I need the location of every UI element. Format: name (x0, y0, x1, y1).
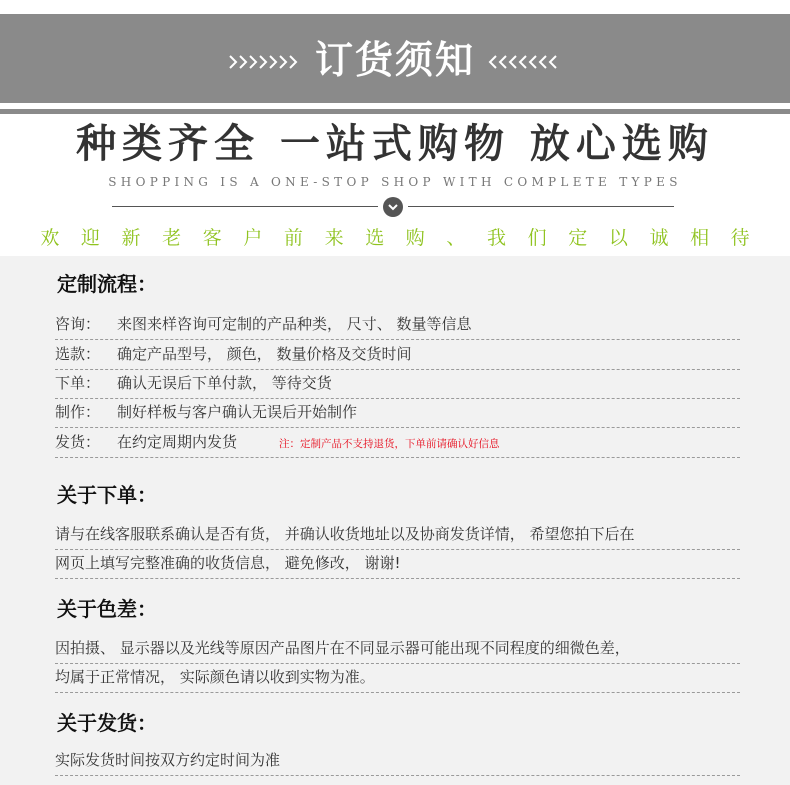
section-title-shipping: 关于发货： (57, 711, 157, 735)
welcome-char: 诚 (649, 227, 669, 249)
process-row-produce (55, 398, 740, 428)
welcome-char: 户 (243, 227, 263, 249)
welcome-char: 、 (446, 227, 466, 249)
welcome-char: 相 (690, 227, 710, 249)
return-policy-note: 注：定制产品不支持退货，下单前请确认好信息 (279, 438, 500, 450)
welcome-char: 老 (162, 227, 182, 249)
welcome-char: 来 (324, 227, 344, 249)
process-row-ship (55, 428, 740, 458)
divider-line-left (112, 206, 378, 207)
row-label: 下单： (55, 374, 101, 392)
divider-line-right (408, 206, 674, 207)
row-text: 确定产品型号， 颜色， 数量价格及交货时间 (117, 345, 412, 363)
process-row-order (55, 369, 740, 399)
welcome-char: 欢 (40, 227, 60, 249)
welcome-char: 待 (730, 227, 750, 249)
section-title-color-diff: 关于色差： (57, 597, 157, 621)
tagline: SHOPPING IS A ONE-STOP SHOP WITH COMPLETE TYPES (108, 175, 682, 189)
welcome-char: 定 (568, 227, 588, 249)
welcome-char: 迎 (80, 227, 100, 249)
row-label: 咨询： (55, 315, 101, 333)
row-text: 确认无误后下单付款， 等待交货 (117, 374, 332, 392)
row-label: 制作： (55, 403, 101, 421)
process-row-consult (55, 310, 740, 340)
row-text: 来图来样咨询可定制的产品种类， 尺寸、 数量等信息 (117, 315, 472, 333)
welcome-char: 新 (121, 227, 141, 249)
color-diff-line-1: 因拍摄、 显示器以及光线等原因产品图片在不同显示器可能出现不同程度的细微色差， (55, 634, 740, 664)
order-line-1: 请与在线客服联系确认是否有货， 并确认收货地址以及协商发货详情， 希望您拍下后在 (55, 520, 740, 550)
welcome-char: 选 (365, 227, 385, 249)
welcome-char: 以 (608, 227, 628, 249)
banner-title: 订货须知 (314, 38, 475, 82)
row-text: 在约定周期内发货 (117, 433, 238, 451)
welcome-char: 购 (405, 227, 425, 249)
process-row-select (55, 340, 740, 370)
color-diff-line-2: 均属于正常情况， 实际颜色请以收到实物为准。 (55, 663, 740, 693)
row-label: 选款： (55, 345, 101, 363)
chevron-down-icon (383, 197, 403, 217)
welcome-char: 前 (283, 227, 303, 249)
shipping-line-1: 实际发货时间按双方约定时间为准 (55, 746, 740, 776)
order-line-2: 网页上填写完整准确的收货信息， 避免修改， 谢谢! (55, 549, 740, 579)
banner-underline (0, 109, 790, 114)
welcome-char: 客 (202, 227, 222, 249)
section-title-process: 定制流程： (57, 272, 157, 296)
section-title-order: 关于下单： (57, 483, 157, 507)
row-text: 制好样板与客户确认无误后开始制作 (117, 403, 358, 421)
row-label: 发货： (55, 433, 101, 451)
welcome-char: 们 (527, 227, 547, 249)
headline: 种类齐全 一站式购物 放心选购 (76, 121, 714, 167)
welcome-char: 我 (487, 227, 507, 249)
welcome-text (0, 225, 790, 251)
